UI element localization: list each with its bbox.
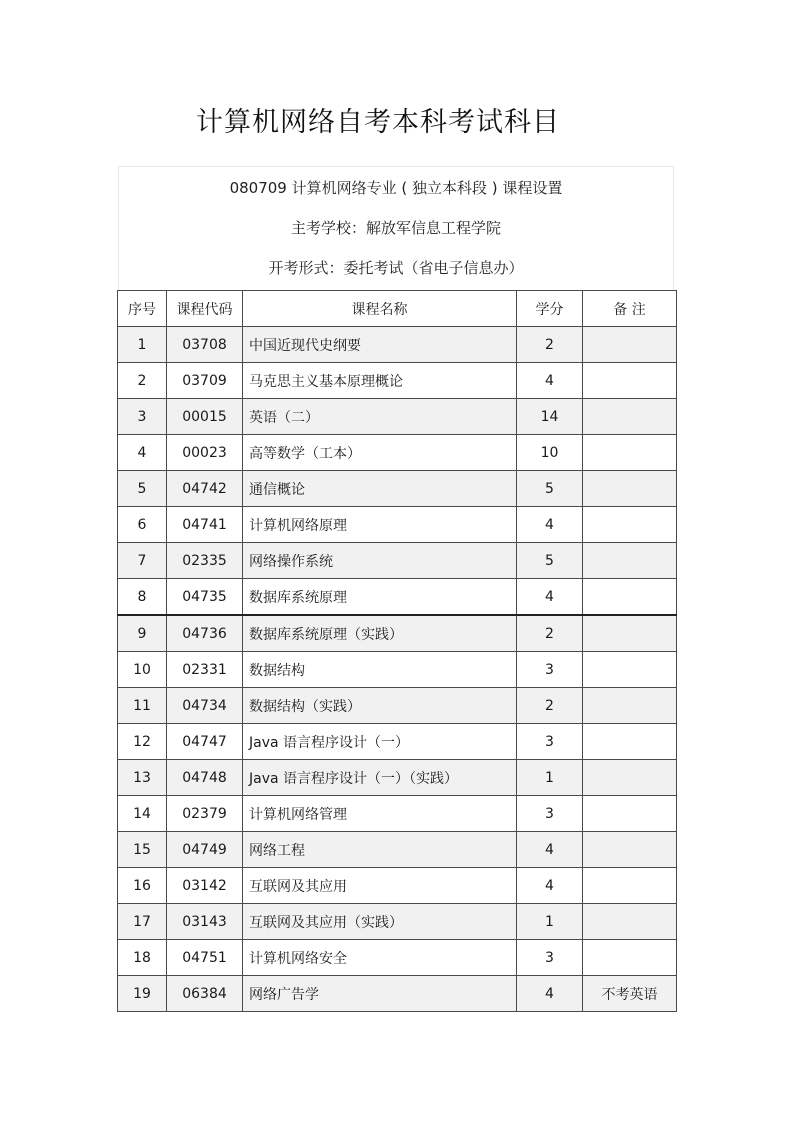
table-row [118,760,677,796]
table-row [118,507,677,543]
course-code: 02379 [167,796,243,832]
course-credit: 2 [517,615,583,652]
course-note [583,688,677,724]
table-row [118,543,677,579]
course-credit: 4 [517,579,583,616]
course-code: 06384 [167,976,243,1012]
course-note [583,940,677,976]
course-note [583,868,677,904]
course-credit: 1 [517,904,583,940]
course-code: 00015 [167,399,243,435]
row-number: 6 [118,507,167,543]
table-row [118,796,677,832]
row-number: 15 [118,832,167,868]
course-code: 03143 [167,904,243,940]
row-number: 5 [118,471,167,507]
row-number: 14 [118,796,167,832]
course-code: 02335 [167,543,243,579]
course-table [117,290,677,1012]
course-code: 00023 [167,435,243,471]
course-credit: 3 [517,652,583,688]
column-header-note: 备 注 [583,291,677,327]
course-name: 网络广告学 [243,976,517,1012]
row-number: 18 [118,940,167,976]
host-school: 主考学校：解放军信息工程学院 [290,219,501,237]
course-rows [118,327,677,1012]
table-row [118,399,677,435]
course-note [583,760,677,796]
course-name: 互联网及其应用 [243,868,517,904]
course-credit: 2 [517,327,583,363]
column-header-no: 序号 [118,291,167,327]
course-name: 英语（二） [243,399,517,435]
course-name: 数据库系统原理（实践） [243,615,517,652]
course-code: 04742 [167,471,243,507]
row-number: 13 [118,760,167,796]
course-credit: 4 [517,868,583,904]
table-row [118,868,677,904]
course-name: 中国近现代史纲要 [243,327,517,363]
course-name: Java 语言程序设计（一）（实践） [243,760,517,796]
course-name: 计算机网络原理 [243,507,517,543]
course-note [583,652,677,688]
program-header [118,166,674,290]
course-credit: 3 [517,796,583,832]
row-number: 19 [118,976,167,1012]
course-name: 计算机网络管理 [243,796,517,832]
course-code: 02331 [167,652,243,688]
course-note: 不考英语 [583,976,677,1012]
course-credit: 5 [517,471,583,507]
table-row [118,832,677,868]
course-name: 数据结构（实践） [243,688,517,724]
course-name: 数据库系统原理 [243,579,517,616]
course-note [583,579,677,616]
row-number: 7 [118,543,167,579]
course-name: 马克思主义基本原理概论 [243,363,517,399]
course-note [583,832,677,868]
course-code: 04735 [167,579,243,616]
page-title: 计算机网络自考本科考试科目 [196,107,560,138]
course-note [583,399,677,435]
column-header-name: 课程名称 [243,291,517,327]
row-number: 3 [118,399,167,435]
course-note [583,543,677,579]
course-credit: 1 [517,760,583,796]
row-number: 2 [118,363,167,399]
row-number: 17 [118,904,167,940]
course-name: 网络操作系统 [243,543,517,579]
course-code: 04747 [167,724,243,760]
course-credit: 4 [517,976,583,1012]
course-credit: 3 [517,724,583,760]
row-number: 9 [118,615,167,652]
table-row [118,435,677,471]
course-name: 数据结构 [243,652,517,688]
course-code: 04748 [167,760,243,796]
table-row [118,471,677,507]
course-name: 网络工程 [243,832,517,868]
course-note [583,435,677,471]
row-number: 11 [118,688,167,724]
table-row [118,688,677,724]
row-number: 10 [118,652,167,688]
course-note [583,615,677,652]
course-credit: 5 [517,543,583,579]
row-number: 4 [118,435,167,471]
course-code: 04751 [167,940,243,976]
course-credit: 14 [517,399,583,435]
course-code: 03708 [167,327,243,363]
course-code: 04734 [167,688,243,724]
table-row [118,579,677,616]
table-header-row [118,291,677,327]
course-name: 通信概论 [243,471,517,507]
exam-form: 开考形式：委托考试（省电子信息办） [268,259,524,277]
course-code: 03709 [167,363,243,399]
course-credit: 3 [517,940,583,976]
row-number: 16 [118,868,167,904]
course-credit: 4 [517,832,583,868]
course-note [583,363,677,399]
table-row [118,652,677,688]
course-note [583,796,677,832]
course-credit: 10 [517,435,583,471]
course-credit: 4 [517,363,583,399]
table-row [118,615,677,652]
course-credit: 2 [517,688,583,724]
column-header-credit: 学分 [517,291,583,327]
course-name: Java 语言程序设计（一） [243,724,517,760]
table-row [118,976,677,1012]
row-number: 1 [118,327,167,363]
table-row [118,363,677,399]
table-row [118,327,677,363]
course-note [583,724,677,760]
course-code: 04741 [167,507,243,543]
course-code: 04749 [167,832,243,868]
course-name: 高等数学（工本） [243,435,517,471]
course-code: 04736 [167,615,243,652]
table-row [118,724,677,760]
course-note [583,904,677,940]
program-name: 080709 计算机网络专业 ( 独立本科段 ) 课程设置 [229,179,563,197]
course-note [583,327,677,363]
table-row [118,940,677,976]
course-note [583,471,677,507]
course-name: 计算机网络安全 [243,940,517,976]
course-name: 互联网及其应用（实践） [243,904,517,940]
row-number: 12 [118,724,167,760]
row-number: 8 [118,579,167,616]
column-header-code: 课程代码 [167,291,243,327]
course-credit: 4 [517,507,583,543]
course-note [583,507,677,543]
table-row [118,904,677,940]
course-code: 03142 [167,868,243,904]
